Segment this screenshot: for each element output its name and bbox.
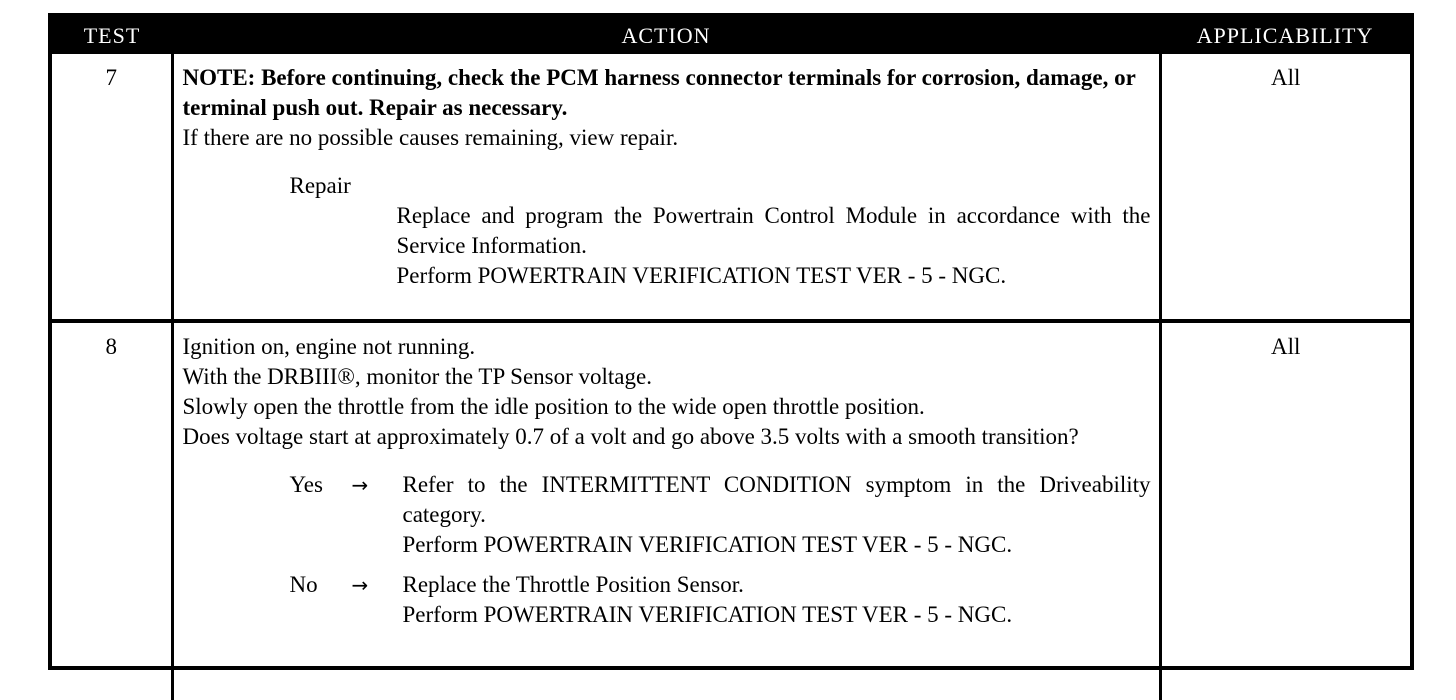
test-number: 8 xyxy=(52,321,172,700)
diagnostic-test-table-frame xyxy=(48,13,1414,670)
action-cell xyxy=(172,321,1160,700)
no-perform: Perform POWERTRAIN VERIFICATION TEST VER - 5 - NGC. xyxy=(402,602,1013,627)
arrow-right-icon: → xyxy=(351,573,369,597)
action-step: With the DRBIII®, monitor the TP Sensor voltage. xyxy=(182,364,652,389)
applicability-value: All xyxy=(1160,54,1410,321)
yes-instructions xyxy=(403,470,1151,560)
table-header-row xyxy=(52,17,1410,54)
column-header-applicability: APPLICABILITY xyxy=(1160,17,1410,54)
action-text: If there are no possible causes remaining, view repair. xyxy=(182,125,679,150)
outcome-no xyxy=(183,570,1151,630)
no-instructions xyxy=(403,570,1151,630)
diagnostic-test-table xyxy=(52,17,1410,700)
action-question: Does voltage start at approximately 0.7 of a volt and go above 3.5 volts with a smooth transition? xyxy=(182,424,1079,449)
repair-block xyxy=(183,171,1151,291)
yes-text: Refer to the INTERMITTENT CONDITION symptom in the Driveability category. xyxy=(402,472,1151,527)
outcome-yes xyxy=(183,470,1151,560)
arrow-right-icon: → xyxy=(351,473,369,497)
column-header-action: ACTION xyxy=(172,17,1160,54)
yes-label: Yes xyxy=(289,472,323,497)
repair-perform: Perform POWERTRAIN VERIFICATION TEST VER - 5 - NGC. xyxy=(396,263,1007,288)
table-row xyxy=(52,54,1410,321)
applicability-value: All xyxy=(1271,334,1301,359)
action-step: Ignition on, engine not running. xyxy=(182,334,476,359)
note-text: NOTE: Before continuing, check the PCM harness connector terminals for corrosion, damage, or terminal push out. Repair as necessary. xyxy=(182,65,1136,120)
no-label: No xyxy=(289,572,318,597)
table-row xyxy=(52,321,1410,700)
test-number: 7 xyxy=(52,54,172,321)
repair-instruction: Replace and program the Powertrain Control Module in accordance with the Service Information. xyxy=(396,203,1151,258)
action-step: Slowly open the throttle from the idle position to the wide open throttle position. xyxy=(182,394,925,419)
repair-label: Repair xyxy=(289,173,351,198)
action-cell xyxy=(172,54,1160,321)
yes-perform: Perform POWERTRAIN VERIFICATION TEST VER - 5 - NGC. xyxy=(402,532,1013,557)
no-text: Replace the Throttle Position Sensor. xyxy=(402,572,744,597)
column-header-test: TEST xyxy=(52,17,172,54)
